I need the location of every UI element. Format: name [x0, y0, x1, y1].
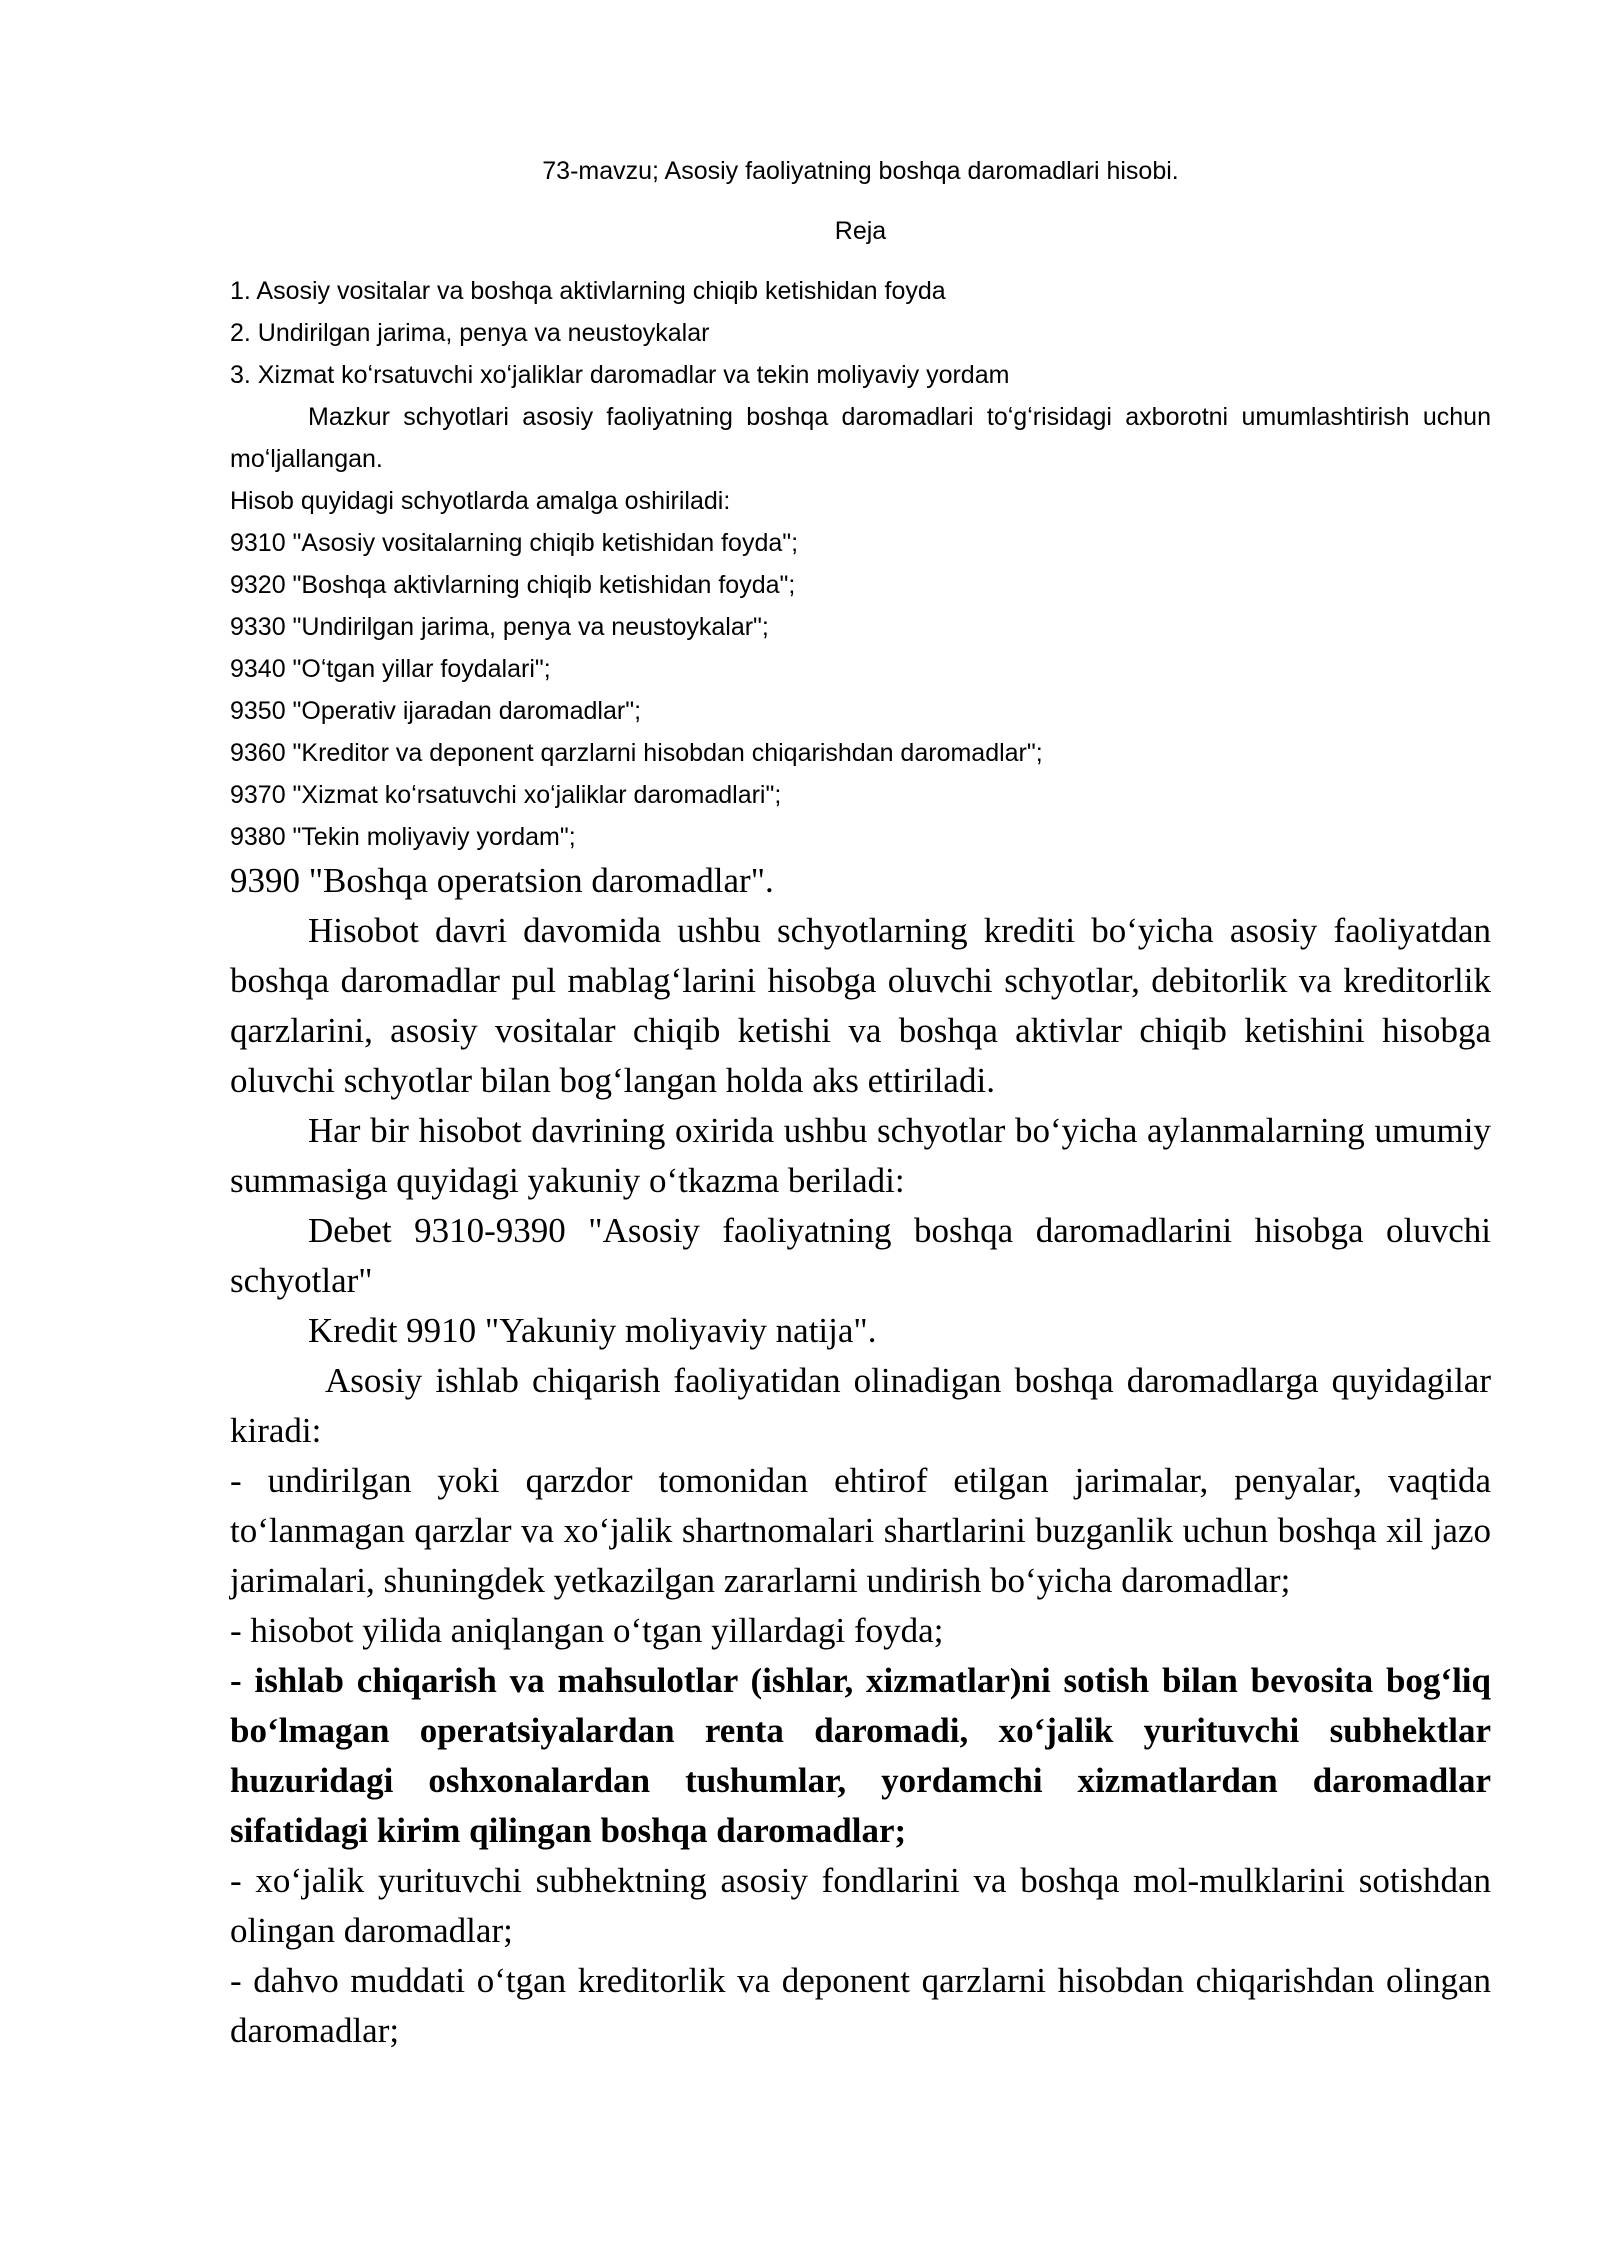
- bullet-item-bold: - ishlab chiqarish va mahsulotlar (ishlar, xizmatlar)ni sotish bilan bevosita bogʻliq boʻlmagan operatsiyalardan renta daromadi, xoʻjalik yurituvchi subhektlar huzuridagi oshxonalardan tushumlar, yordamchi xizmatlardan daromadlar sifatidagi kirim qilingan boshqa daromadlar;: [230, 1661, 1491, 1850]
- bullet-item: - hisobot yilida aniqlangan oʻtgan yillardagi foyda;: [230, 1611, 944, 1650]
- body-text: [230, 856, 1491, 2056]
- account-item: 9360 "Kreditor va deponent qarzlarni hisobdan chiqarishdan daromadlar";: [230, 739, 1043, 767]
- accounts-list: [230, 480, 1491, 858]
- plan-item: 1. Asosiy vositalar va boshqa aktivlarning chiqib ketishidan foyda: [230, 277, 946, 305]
- account-item: 9310 "Asosiy vositalarning chiqib ketishidan foyda";: [230, 529, 799, 557]
- plan-item: 3. Xizmat koʻrsatuvchi xoʻjaliklar daromadlar va tekin moliyaviy yordam: [230, 361, 1010, 389]
- plan-item: 2. Undirilgan jarima, penya va neustoykalar: [230, 319, 710, 347]
- accounts-intro: Hisob quyidagi schyotlarda amalga oshiriladi:: [230, 487, 731, 515]
- plan-heading: Reja: [834, 217, 887, 245]
- account-item: 9330 "Undirilgan jarima, penya va neustoykalar";: [230, 613, 769, 641]
- account-item: 9370 "Xizmat koʻrsatuvchi xoʻjaliklar daromadlari";: [230, 781, 782, 809]
- bullet-item: - xoʻjalik yurituvchi subhektning asosiy fondlarini va boshqa mol-mulklarini sotishdan olingan daromadlar;: [230, 1861, 1491, 1950]
- intro-paragraph: Mazkur schyotlari asosiy faoliyatning boshqa daromadlari toʻgʻrisidagi axborotni umumlashtirish uchun moʻljallangan.: [230, 403, 1491, 473]
- account-item: 9380 "Tekin moliyaviy yordam";: [230, 823, 576, 851]
- account-item: 9320 "Boshqa aktivlarning chiqib ketishidan foyda";: [230, 571, 796, 599]
- paragraph-5: Asosiy ishlab chiqarish faoliyatidan olinadigan boshqa daromadlarga quyidagilar kiradi:: [230, 1361, 1491, 1450]
- paragraph-debit: Debet 9310-9390 "Asosiy faoliyatning boshqa daromadlarini hisobga oluvchi schyotlar": [230, 1211, 1491, 1300]
- paragraph-credit: Kredit 9910 "Yakuniy moliyaviy natija".: [308, 1311, 877, 1350]
- bullet-item: - dahvo muddati oʻtgan kreditorlik va deponent qarzlarni hisobdan chiqarishdan olingan daromadlar;: [230, 1961, 1491, 2050]
- document-title: 73-mavzu; Asosiy faoliyatning boshqa daromadlari hisobi.: [542, 157, 1179, 185]
- paragraph-2: Har bir hisobot davrining oxirida ushbu schyotlar boʻyicha aylanmalarning umumiy summasiga quyidagi yakuniy oʻtkazma beriladi:: [230, 1111, 1491, 1200]
- paragraph-1: Hisobot davri davomida ushbu schyotlarning krediti boʻyicha asosiy faoliyatdan boshqa daromadlar pul mablagʻlarini hisobga oluvchi schyotlar, debitorlik va kreditorlik qarzlarini, asosiy vositalar chiqib ketishi va boshqa aktivlar chiqib ketishini hisobga oluvchi schyotlar bilan bogʻlangan holda aks ettiriladi.: [230, 911, 1491, 1100]
- bullet-item: - undirilgan yoki qarzdor tomonidan ehtirof etilgan jarimalar, penyalar, vaqtida toʻlanmagan qarzlar va xoʻjalik shartnomalari shartlarini buzganlik uchun boshqa xil jazo jarimalari, shuningdek yetkazilgan zararlarni undirish boʻyicha daromadlar;: [230, 1461, 1491, 1600]
- account-item: 9350 "Operativ ijaradan daromadlar";: [230, 697, 642, 725]
- account-item: 9340 "Oʻtgan yillar foydalari";: [230, 655, 551, 683]
- account-item-last: 9390 "Boshqa operatsion daromadlar".: [230, 861, 774, 900]
- plan-list: [230, 270, 1491, 396]
